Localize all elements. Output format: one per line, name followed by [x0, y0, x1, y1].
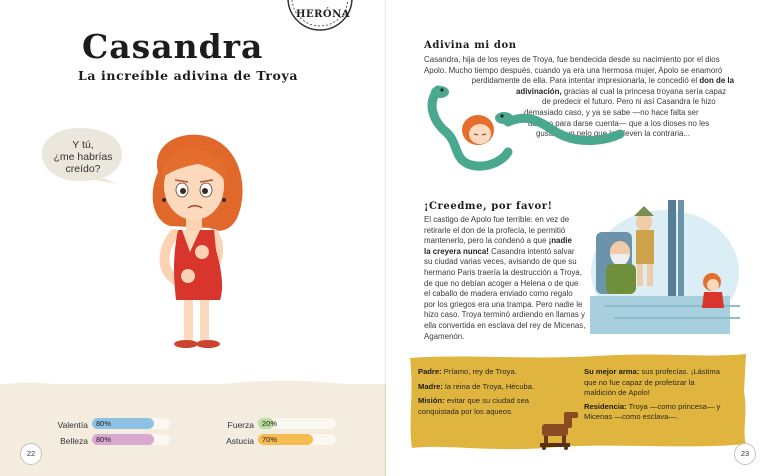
text-line: Casandra, hija de los reyes de Troya, fue bendecida desde su nacimiento por el dios — [424, 55, 720, 64]
text-line: su ciudad varias veces, avisando de que su — [424, 257, 577, 267]
text-bold: la creyera nunca! — [424, 246, 489, 256]
info-value: maldición de Apolo! — [584, 388, 650, 397]
page-number-left: 22 — [20, 443, 42, 465]
text-line: demasiado caso, y ya se sabe —no hace falta ser — [524, 107, 699, 117]
info-label: Residencia: — [584, 401, 627, 411]
throne-scene-illustration — [590, 196, 740, 336]
text-line: Apolo. Mucho tiempo después, cuando ya era una hermosa mujer, Apolo se enamoró — [424, 65, 723, 75]
page-number-right: 23 — [734, 443, 756, 465]
text-line: ella convertida en esclava del rey de Micenas, — [424, 320, 586, 330]
info-value: evitar que su ciudad sea — [446, 396, 530, 405]
text-segment: perdidamente de ella. Para intentar impresionarla, le concedió el — [471, 76, 698, 86]
section-heading-adivina: Adivina mi don — [424, 40, 517, 51]
page-subtitle: La increíble adivina de Troya — [78, 68, 299, 83]
info-value: la reina de Troya, Hécuba. — [445, 381, 535, 391]
heroina-badge — [284, 0, 356, 40]
cassandra-illustration — [130, 130, 260, 355]
text-line: gusta ni un pelo que les lleven la contraria... — [536, 129, 690, 139]
text-bold: don de la — [699, 76, 734, 86]
stat-value: 70% — [262, 435, 278, 444]
stat-value: 80% — [96, 435, 112, 444]
stat-label-belleza: Belleza — [60, 436, 88, 446]
info-value: sus profecías. ¡Lástima — [641, 367, 720, 376]
text-line: de predecir el futuro. Pero ni así Casandra le hizo — [542, 97, 716, 107]
text-line — [424, 236, 604, 247]
stat-bar-astucia — [258, 434, 336, 445]
text-line — [424, 247, 604, 258]
text-segment: Casandra intentó salvar — [491, 246, 575, 256]
info-value: que no fue capaz de profetizar la — [584, 377, 695, 387]
stat-bar-belleza — [92, 434, 170, 445]
speech-line: ¿me habrías — [53, 151, 113, 163]
text-segment: mantenerlo, pero la condenó a que — [424, 236, 547, 246]
section-text-creedme — [424, 215, 604, 342]
page-title: Casandra — [82, 27, 264, 66]
text-bold: adivinación, — [516, 86, 562, 96]
info-label: Padre: — [418, 367, 442, 376]
apollo-snakes-illustration — [424, 82, 654, 172]
trojan-horse-icon — [536, 410, 580, 450]
stat-bar-fuerza — [258, 418, 336, 429]
speech-bubble-text — [46, 139, 120, 175]
text-line: el caballo de madera enviado como regalo — [424, 289, 573, 299]
info-label: Su mejor arma: — [584, 367, 640, 376]
text-bold: ¡nadie — [548, 236, 572, 246]
info-right-column — [584, 367, 744, 423]
info-value: Príamo, rey de Troya. — [443, 367, 517, 376]
info-value: Troya —como princesa— y — [628, 401, 721, 411]
text-line: hizo caso. Troya terminó ardiendo en llamas y — [424, 310, 585, 320]
stat-label-astucia: Astucia — [226, 436, 254, 446]
stat-label-valentia: Valentía — [57, 420, 88, 430]
stat-value: 80% — [96, 419, 112, 428]
stats-background — [0, 384, 386, 476]
text-segment: gracias al cual la princesa troyana sería capaz — [563, 86, 727, 96]
text-line: por los griegos era una trampa. Pero nadie le — [424, 299, 583, 309]
text-line: hermano Paris traería la destrucción a Troya, — [424, 267, 582, 277]
info-value: Micenas —como esclava—. — [584, 412, 679, 421]
stat-bar-valentia — [92, 418, 170, 429]
speech-line: creído? — [65, 163, 101, 175]
info-residencia — [584, 402, 744, 423]
text-line: adivino para darse cuenta— que a los dioses no les — [528, 118, 710, 128]
stat-value: 20% — [262, 419, 278, 428]
heroina-badge-text: HERÓNA — [296, 9, 350, 20]
text-line: retirarle el don de la profecía, le permitió — [424, 225, 566, 235]
speech-line: Y tú, — [72, 139, 94, 151]
info-padre — [418, 367, 578, 378]
info-value: conquistada por los aqueos. — [418, 406, 513, 416]
info-label: Misión: — [418, 396, 445, 405]
info-madre — [418, 382, 578, 393]
text-line: El castigo de Apolo fue terrible: en vez de — [424, 215, 570, 224]
text-line: de que no debían acoger a Helena o de que — [424, 278, 579, 288]
section-heading-creedme: ¡Creedme, por favor! — [424, 201, 553, 212]
stat-label-fuerza: Fuerza — [227, 420, 254, 430]
text-line: Agamenón. — [424, 331, 465, 341]
info-arma — [584, 367, 744, 399]
info-label: Madre: — [418, 381, 443, 391]
